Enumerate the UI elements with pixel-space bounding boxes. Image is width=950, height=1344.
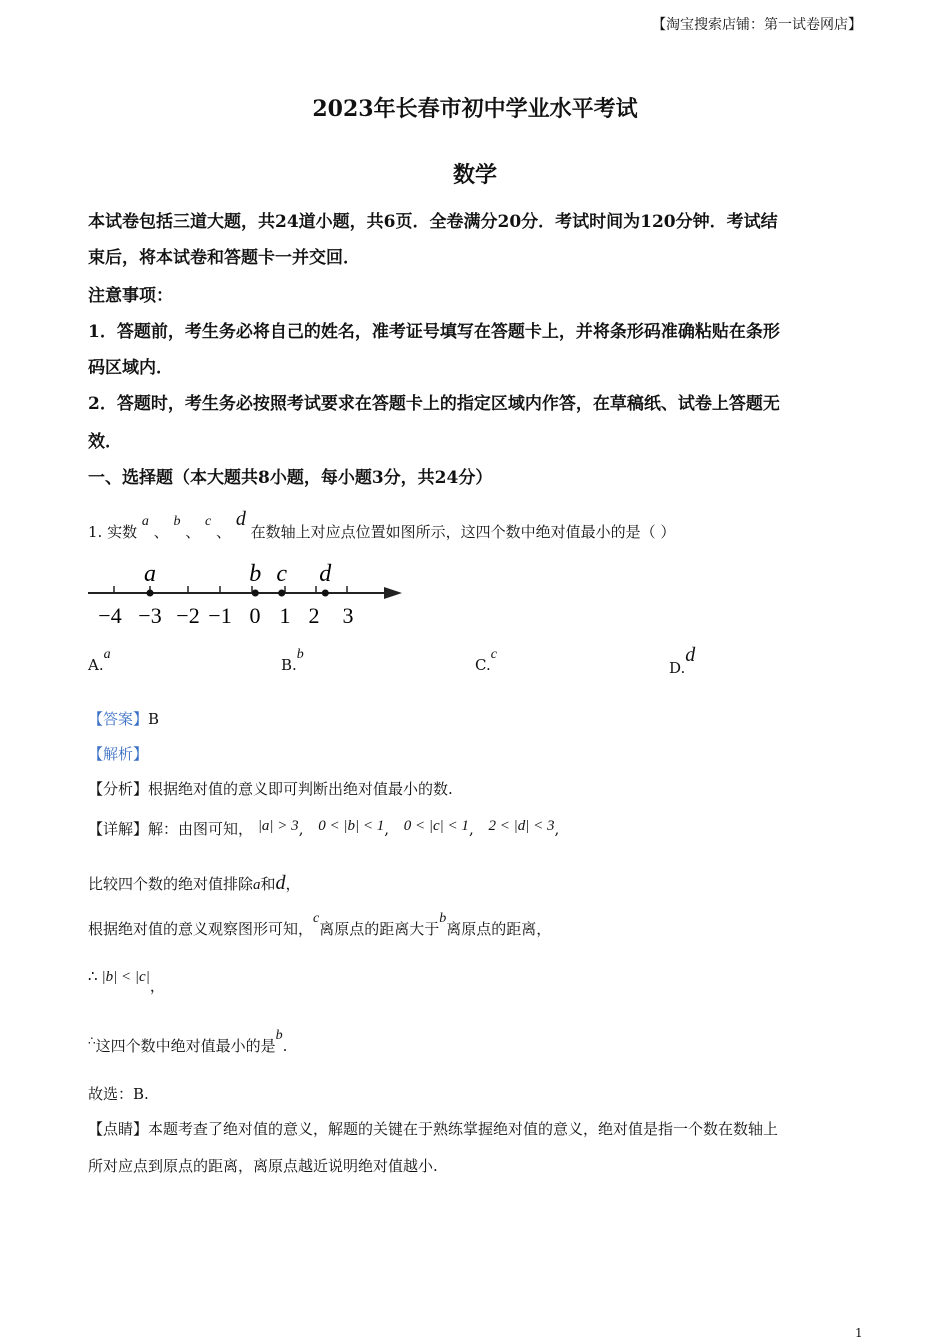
notice-2-line-2: 效． (88, 432, 122, 452)
therefore-comma: ， (149, 977, 165, 995)
compare-text-2: 和 (260, 875, 276, 893)
choose-line: 故选：B. (88, 1085, 149, 1103)
conclusion-text: 这四个数中绝对值最小的是 (95, 1037, 276, 1055)
section-heading: 一、选择题（本大题共8小题，每小题3分，共24分） (88, 468, 493, 488)
detail-ineq-2: 0 < |b| < 1 (318, 818, 385, 834)
observe-text-1: 根据绝对值的意义观察图形可知， (88, 920, 314, 938)
detail-ineq-1: |a| > 3 (257, 818, 299, 834)
exam-title: 2023年长春市初中学业水平考试 (312, 96, 638, 122)
tick-label: 2 (308, 603, 320, 628)
compare-text-3: ， (285, 875, 301, 893)
point-label-b: b (249, 561, 262, 587)
option-a-label: A. (88, 656, 104, 674)
observe-text-2: 离原点的距离大于 (319, 920, 440, 938)
comment-line-1 (88, 1118, 868, 1139)
sep-1: 、 (153, 523, 169, 541)
option-a[interactable] (88, 647, 111, 675)
notice-2-line-1: 2．答题时，考生务必按照考试要求在答题卡上的指定区域内作答，在草稿纸、试卷上答题无 (88, 394, 780, 414)
tick-label: −4 (98, 603, 122, 628)
fenxi-tag: 【分析】 (88, 780, 149, 798)
option-d-value: d (685, 644, 696, 666)
option-c-label: C. (475, 656, 491, 674)
comment-text-1: 本题考查了绝对值的意义，解题的关键在于熟练掌握绝对值的意义，绝对值是指一个数在数轴上 (148, 1120, 779, 1138)
intro-line-1: 本试卷包括三道大题，共24道小题，共6页．全卷满分20分．考试时间为120分钟．考试结 (88, 212, 778, 232)
intro-line-2: 束后，将本试卷和答题卡一并交回． (88, 248, 360, 268)
comment-line-2: 所对应点到原点的距离，离原点越近说明绝对值越小. (88, 1157, 438, 1175)
answer-line (88, 708, 159, 729)
var-a: a (141, 514, 149, 529)
notice-1-line-2: 码区域内． (88, 358, 173, 378)
compare-line (88, 872, 301, 895)
question-number: 1. 实数 (88, 523, 138, 541)
tick-label: −2 (176, 603, 200, 628)
detail-tag: 【详解】 (88, 820, 149, 838)
conclusion-line (88, 1028, 288, 1056)
observe-line (88, 911, 552, 939)
detail-ineq-3: 0 < |c| < 1 (403, 818, 469, 834)
point-c (278, 590, 285, 597)
question-1 (88, 508, 676, 543)
option-d[interactable] (669, 644, 696, 679)
point-a (147, 590, 154, 597)
therefore-ineq: |b| < |c| (101, 969, 150, 985)
option-a-value: a (103, 647, 111, 662)
answer-tag: 【答案】 (88, 710, 149, 728)
point-label-a: a (144, 561, 156, 587)
observe-var-b: b (439, 911, 447, 926)
notice-1-line-1: 1．答题前，考生务必将自己的姓名，准考证号填写在答题卡上，并将条形码准确粘贴在条形 (88, 322, 780, 342)
detail-line: 【详解】解：由图可知， |a| > 3, 0 < |b| < 1, 0 < |c| < 1, 2 < |d| < 3, (88, 818, 560, 838)
analysis-tag: 【解析】 (88, 745, 149, 763)
point-label-d: d (319, 561, 332, 587)
question-suffix: 在数轴上对应点位置如图所示，这四个数中绝对值最小的是（ ） (250, 523, 676, 541)
shop-label: 【淘宝搜索店铺：第一试卷网店】 (652, 17, 862, 33)
tick-label: 0 (249, 603, 261, 628)
compare-var-d: d (275, 872, 286, 894)
fenxi-text: 根据绝对值的意义即可判断出绝对值最小的数. (148, 780, 453, 798)
observe-var-c: c (313, 911, 320, 926)
option-b-value: b (296, 647, 304, 662)
option-c[interactable] (475, 647, 497, 675)
conclusion-therefore-symbol: ∴ (88, 1034, 96, 1048)
tick-label: −3 (138, 603, 162, 628)
point-label-c: c (276, 561, 288, 587)
option-b-label: B. (281, 656, 297, 674)
compare-var-a: a (253, 877, 261, 893)
answer-value: B (148, 710, 160, 728)
notice-heading: 注意事项： (88, 286, 173, 306)
detail-ineq-4: 2 < |d| < 3 (488, 818, 555, 834)
conclusion-end: . (282, 1037, 288, 1055)
option-c-value: c (490, 647, 497, 662)
comment-tag: 【点睛】 (88, 1120, 149, 1138)
number-line-figure (80, 555, 420, 635)
number-line-arrow (384, 587, 402, 599)
option-d-label: D. (669, 659, 686, 677)
sep-3: 、 (216, 523, 232, 541)
compare-text-1: 比较四个数的绝对值排除 (88, 875, 254, 893)
fenxi-line (88, 778, 453, 799)
option-b[interactable] (281, 647, 304, 675)
var-d: d (235, 508, 246, 530)
tick-label: 1 (279, 603, 291, 628)
conclusion-var: b (275, 1028, 283, 1043)
point-b (252, 590, 259, 597)
var-c: c (205, 514, 212, 529)
var-b: b (173, 514, 181, 529)
therefore-symbol: ∴ (88, 967, 98, 985)
point-d (322, 590, 329, 597)
page-number: 1 (855, 1326, 863, 1340)
detail-prefix: 解：由图可知， (148, 820, 254, 838)
sep-2: 、 (185, 523, 201, 541)
tick-label: 3 (342, 603, 354, 628)
exam-subject: 数学 (452, 162, 497, 188)
tick-label: −1 (208, 603, 232, 628)
observe-text-3: 离原点的距离， (446, 920, 552, 938)
therefore-line (88, 965, 165, 995)
